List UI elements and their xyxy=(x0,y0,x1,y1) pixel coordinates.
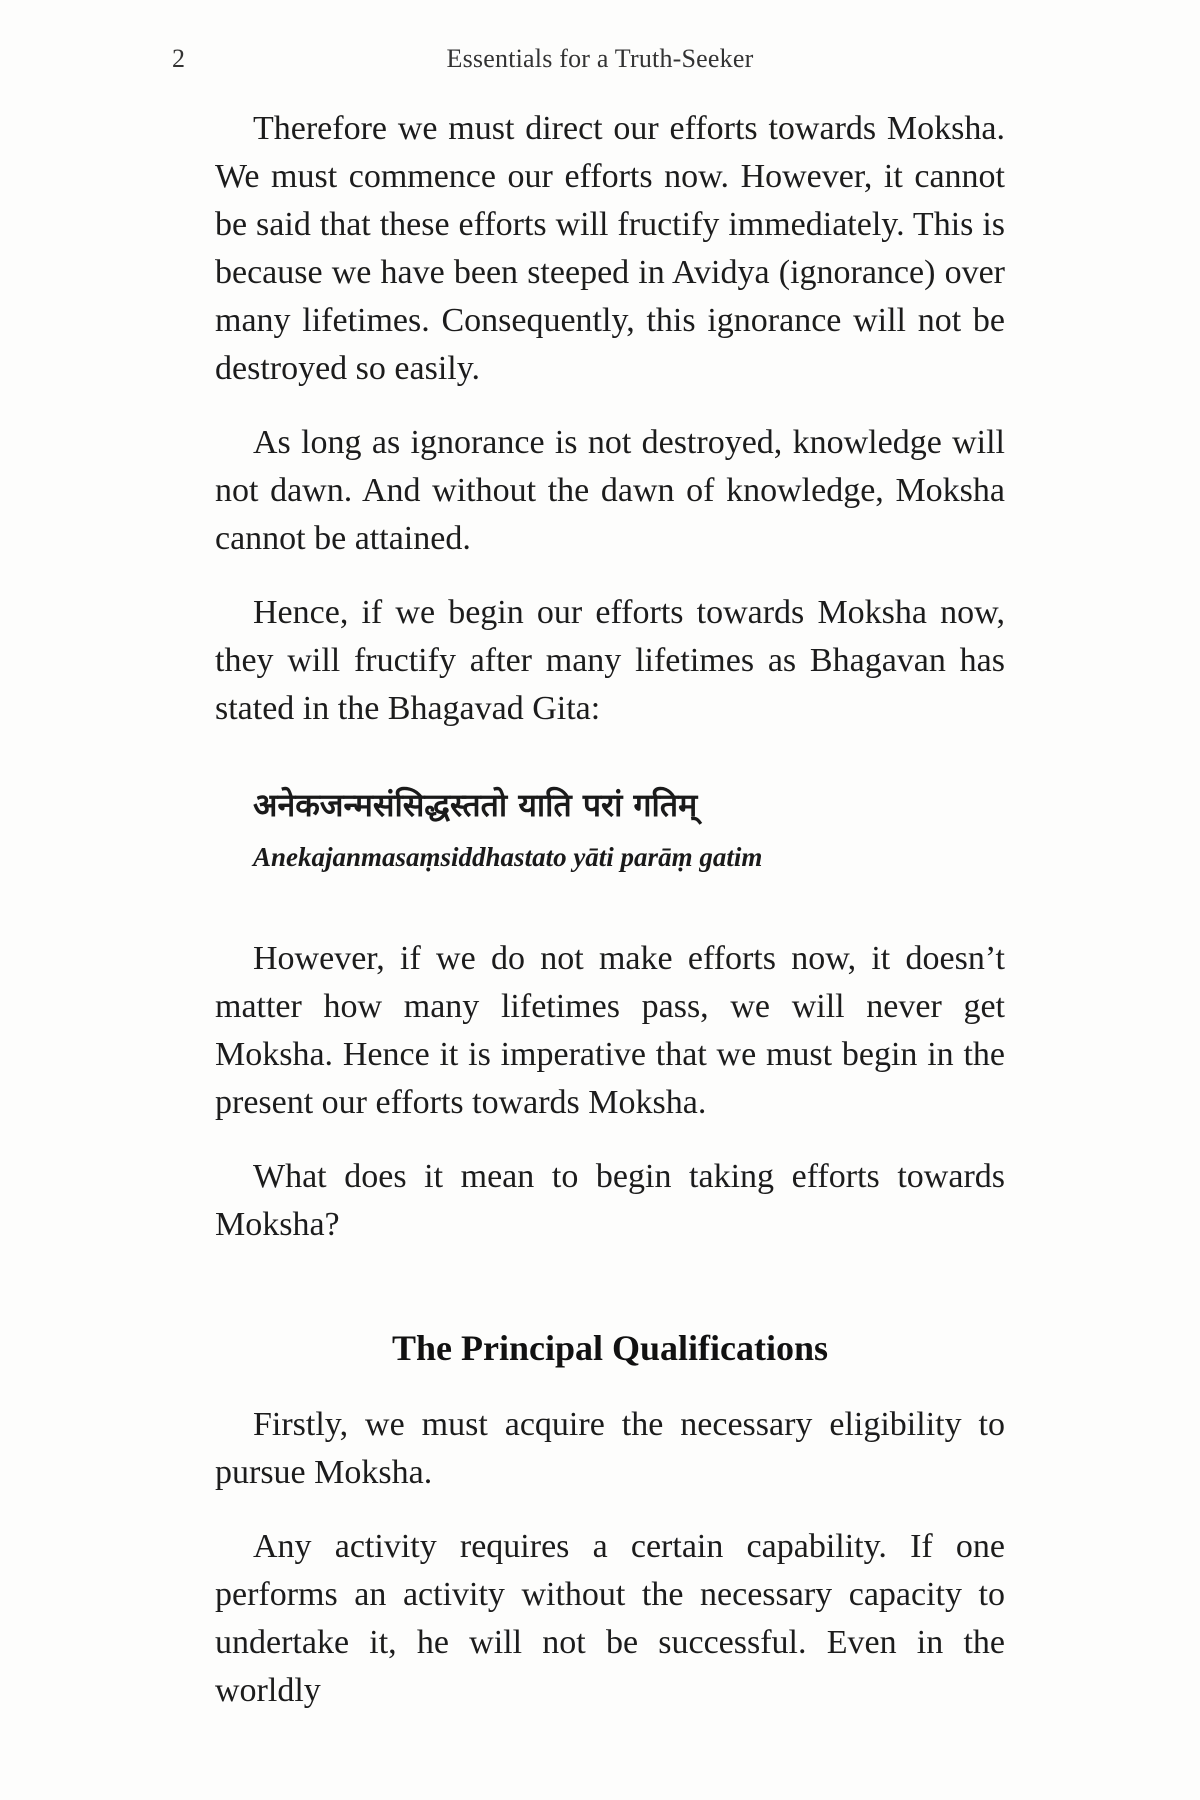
running-title: Essentials for a Truth-Seeker xyxy=(446,44,754,73)
verse-transliteration: Anekajanmasaṃsiddhastato yāti parāṃ gatim xyxy=(253,842,763,872)
paragraph: What does it mean to begin taking efforts towards Moksha? xyxy=(215,1158,1005,1243)
running-head xyxy=(0,44,1200,84)
verse-block xyxy=(253,779,1005,879)
page-number: 2 xyxy=(172,44,185,73)
body-text xyxy=(215,105,1005,1741)
verse-devanagari: अनेकजन्मसंसिद्धस्ततो याति परां गतिम् xyxy=(253,786,698,824)
paragraph: As long as ignorance is not destroyed, knowledge will not dawn. And without the dawn of knowledge, Moksha cannot be attained. xyxy=(215,424,1005,557)
paragraph: However, if we do not make efforts now, it doesn’t matter how many lifetimes pass, we will never get Moksha. Hence it is imperative that we must begin in the present our efforts towards Moksha. xyxy=(215,940,1005,1121)
paragraph: Firstly, we must acquire the necessary eligibility to pursue Moksha. xyxy=(215,1406,1005,1491)
paragraph: Hence, if we begin our efforts towards Moksha now, they will fructify after many lifetimes as Bhagavan has stated in the Bhagavad Gita: xyxy=(215,594,1005,727)
section-heading: The Principal Qualifications xyxy=(391,1328,829,1368)
paragraph: Therefore we must direct our efforts towards Moksha. We must commence our efforts now. However, it cannot be said that these efforts will fructify immediately. This is because we have been steeped in Avidya (ignorance) over many lifetimes. Consequently, this ignorance will not be destroyed so easily. xyxy=(215,110,1005,387)
paragraph: Any activity requires a certain capability. If one performs an activity without the necessary capacity to undertake it, he will not be successful. Even in the worldly xyxy=(215,1528,1005,1709)
